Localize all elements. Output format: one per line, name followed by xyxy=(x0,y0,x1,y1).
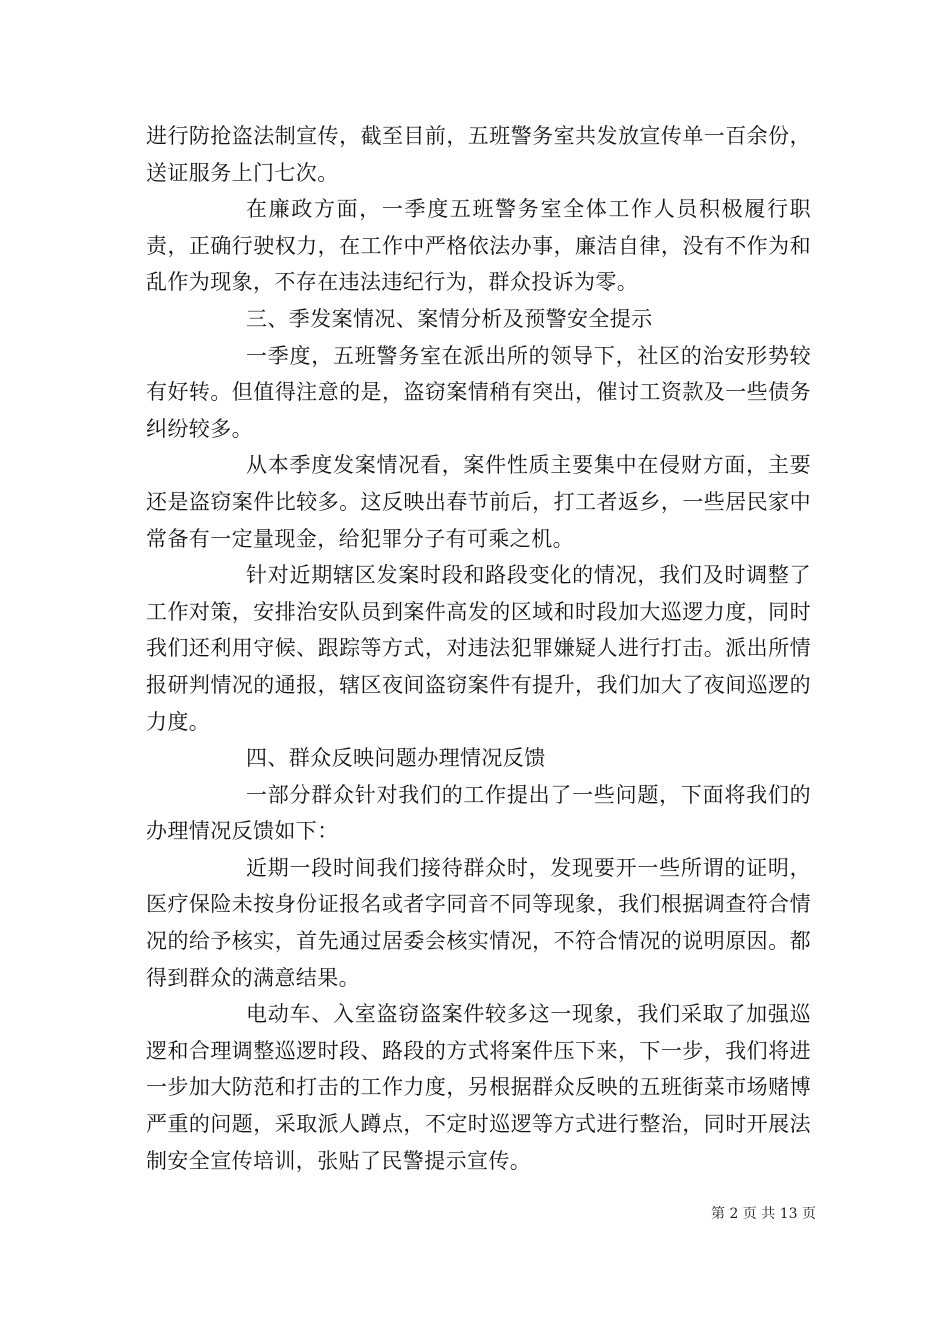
paragraph-countermeasures: 针对近期辖区发案时段和路段变化的情况，我们及时调整了工作对策，安排治安队员到案件高发的区域和时段加大巡逻力度，同时我们还利用守候、跟踪等方式，对违法犯罪嫌疑人进行打击。派出所情报研判情况的通报，辖区夜间盗窃案件有提升，我们加大了夜间巡逻的力度。 xyxy=(146,563,811,734)
page-number-footer: 第 2 页 共 13 页 xyxy=(711,1206,816,1222)
paragraph-feedback-intro: 一部分群众针对我们的工作提出了一些问题，下面将我们的办理情况反馈如下： xyxy=(146,782,811,844)
paragraph-integrity: 在廉政方面，一季度五班警务室全体工作人员积极履行职责，正确行驶权力，在工作中严格依法办事，廉洁自律，没有不作为和乱作为现象，不存在违法违纪行为，群众投诉为零。 xyxy=(146,197,811,295)
document-body xyxy=(146,118,811,1179)
section-heading-4: 四、群众反映问题办理情况反馈 xyxy=(246,746,546,771)
paragraph-feedback-certificates: 近期一段时间我们接待群众时，发现要开一些所谓的证明，医疗保险未按身份证报名或者字同音不同等现象，我们根据调查符合情况的给予核实，首先通过居委会核实情况，不符合情况的说明原因。都得到群众的满意结果。 xyxy=(146,855,811,990)
section-heading-3: 三、季发案情况、案情分析及预警安全提示 xyxy=(246,306,653,331)
paragraph-q1-overview: 一季度，五班警务室在派出所的领导下，社区的治安形势较有好转。但值得注意的是，盗窃案情稍有突出，催讨工资款及一些债务纠纷较多。 xyxy=(146,343,811,441)
paragraph-1: 进行防抢盗法制宣传，截至目前，五班警务室共发放宣传单一百余份，送证服务上门七次。 xyxy=(146,124,811,185)
paragraph-feedback-theft: 电动车、入室盗窃盗案件较多这一现象，我们采取了加强巡逻和合理调整巡逻时段、路段的方式将案件压下来，下一步，我们将进一步加大防范和打击的工作力度，另根据群众反映的五班街菜市场赌博严重的问题，采取派人蹲点，不定时巡逻等方式进行整治，同时开展法制安全宣传培训，张贴了民警提示宣传。 xyxy=(146,1002,811,1173)
paragraph-case-analysis: 从本季度发案情况看，案件性质主要集中在侵财方面，主要还是盗窃案件比较多。这反映出春节前后，打工者返乡，一些居民家中常备有一定量现金，给犯罪分子有可乘之机。 xyxy=(146,453,811,551)
